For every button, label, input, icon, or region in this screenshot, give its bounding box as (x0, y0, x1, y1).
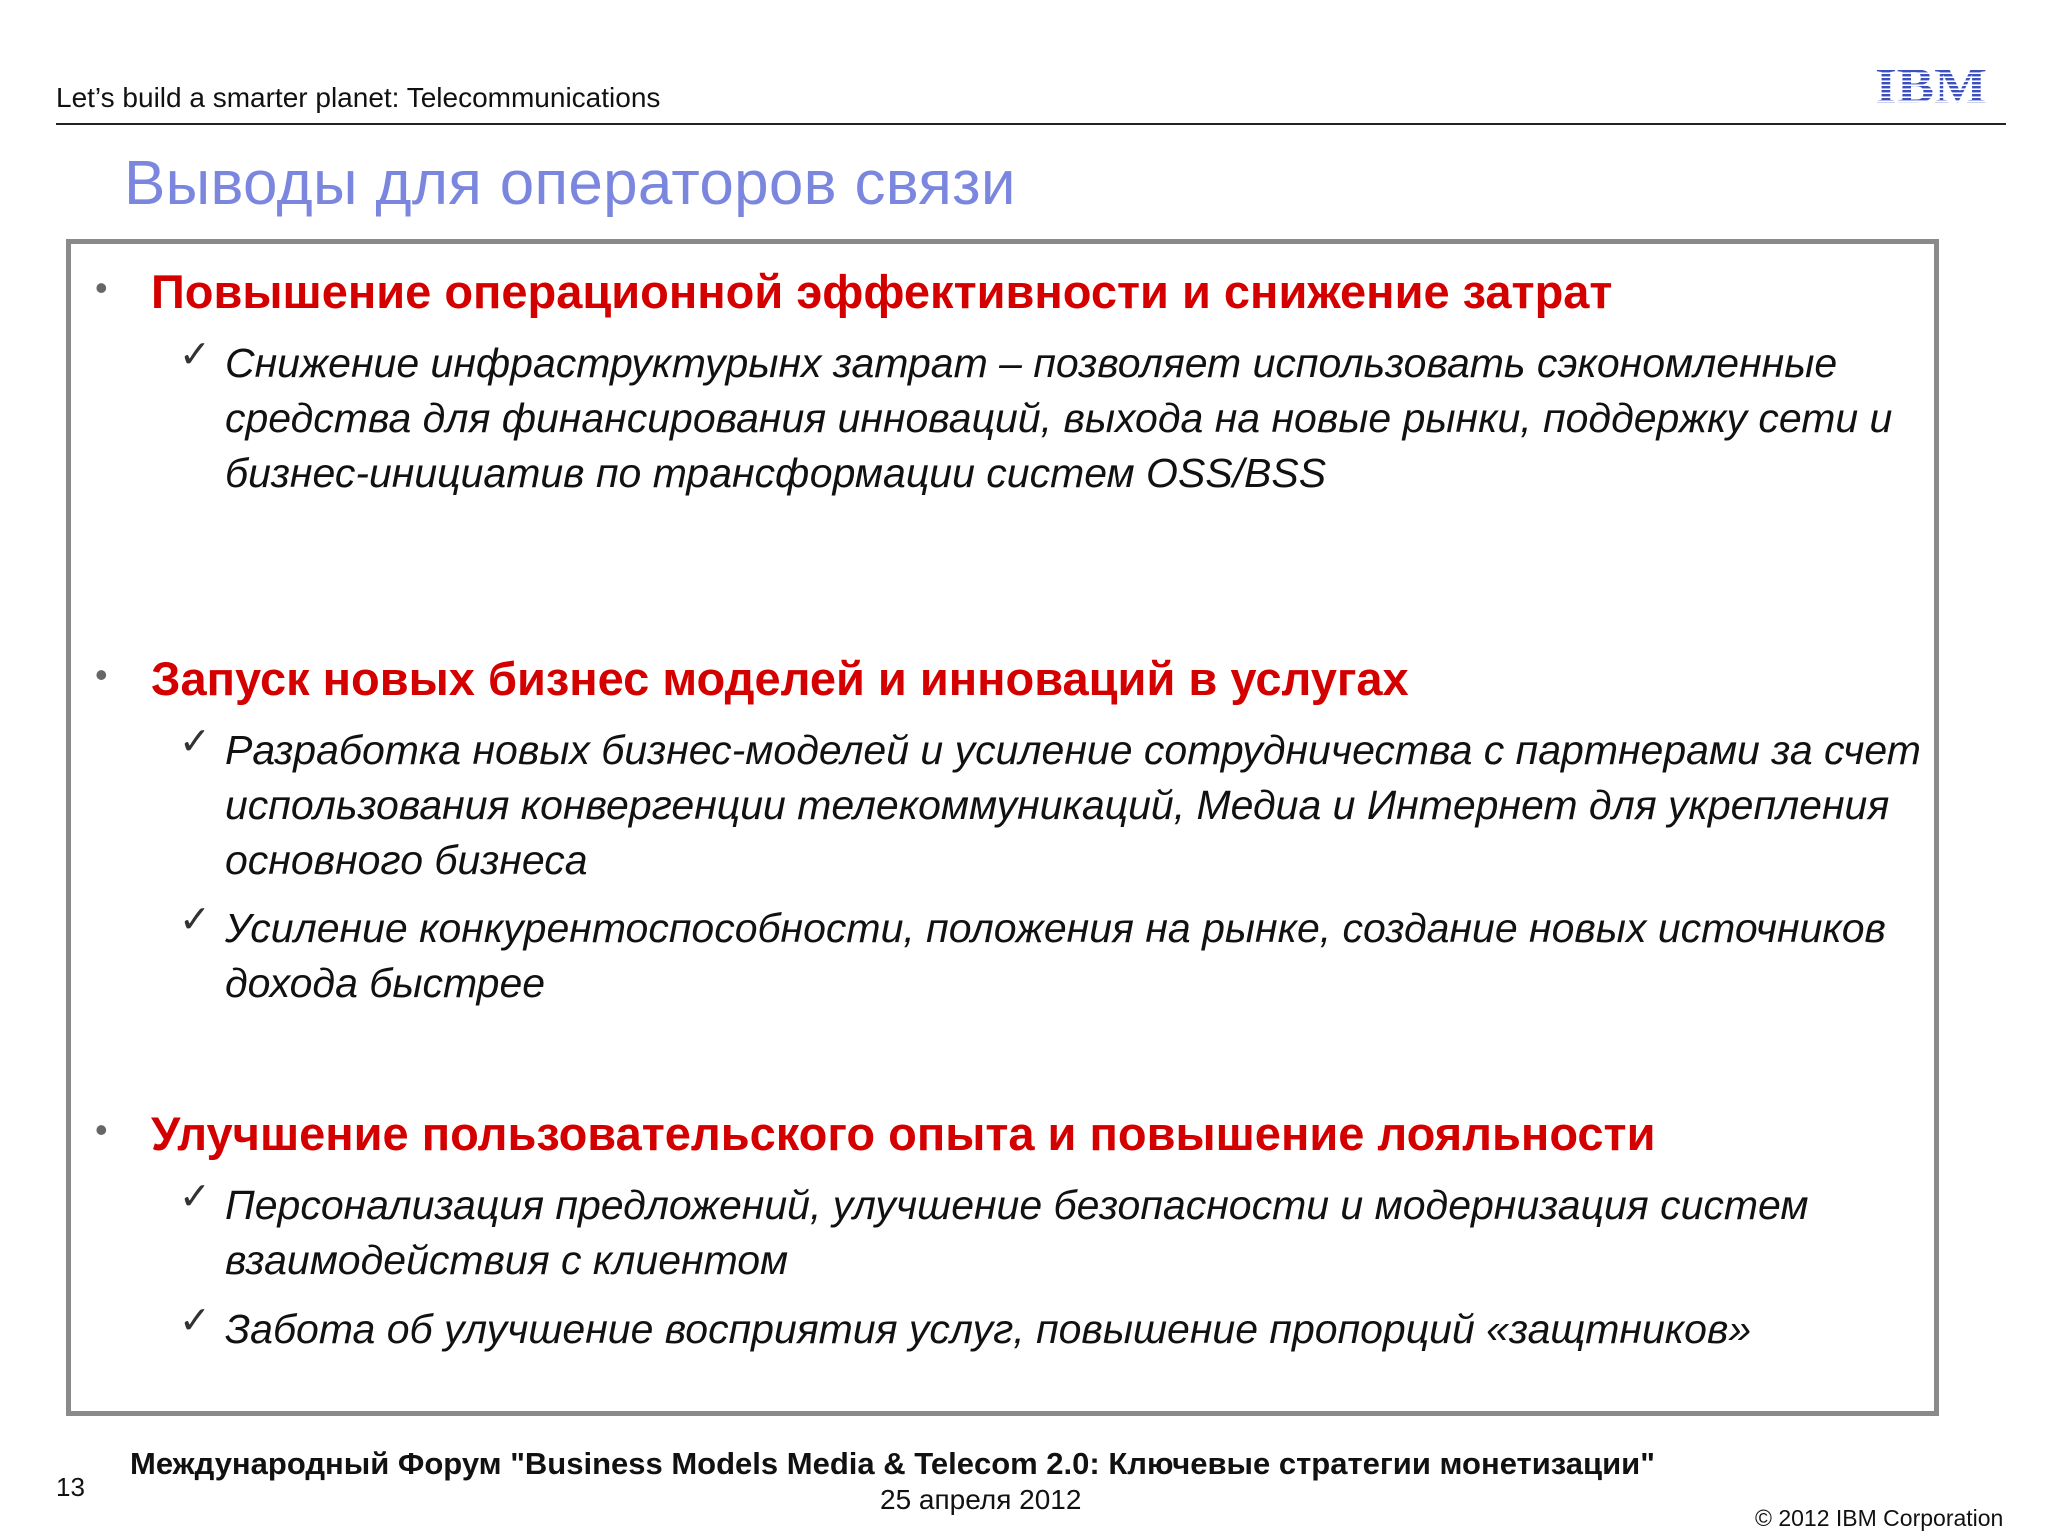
sub-item-text: Персонализация предложений, улучшение безопасности и модернизация систем взаимодействия с клиентом (225, 1182, 1809, 1283)
header-title: Let’s build a smarter planet: Telecommunications (56, 82, 661, 113)
sub-item-text: Забота об улучшение восприятия услуг, повышение пропорций «защтников» (225, 1306, 1752, 1352)
bullet-heading: Повышение операционной эффективности и снижение затрат (151, 265, 1613, 318)
bullet-icon: • (95, 267, 108, 308)
sub-item-text: Усиление конкурентоспособности, положения на рынке, создание новых источников дохода быстрее (225, 905, 1886, 1006)
check-icon: ✓ (179, 1300, 211, 1342)
sub-item-text: Разработка новых бизнес-моделей и усиление сотрудничества с партнерами за счет использования конвергенции телекоммуникаций, Медиа и Интернет для укрепления основного бизнеса (225, 727, 1921, 883)
page-number: 13 (56, 1472, 85, 1502)
content-box (66, 239, 1939, 1416)
svg-text:IBM: IBM (1875, 62, 1987, 106)
footer-date: 25 апреля 2012 (880, 1484, 1082, 1515)
bullet-heading: Улучшение пользовательского опыта и повышение лояльности (151, 1107, 1656, 1160)
footer-copyright: © 2012 IBM Corporation (1755, 1505, 2004, 1531)
footer-forum-title: Международный Форум "Business Models Media & Telecom 2.0: Ключевые стратегии монетизации" (130, 1446, 1655, 1481)
bullet-icon: • (95, 654, 108, 695)
check-icon: ✓ (179, 1176, 211, 1218)
ibm-logo (1875, 62, 1993, 106)
slide-title: Выводы для операторов связи (124, 149, 1016, 218)
header-divider (56, 123, 2006, 125)
check-icon: ✓ (179, 899, 211, 941)
check-icon: ✓ (179, 721, 211, 763)
bullet-heading: Запуск новых бизнес моделей и инноваций в услугах (151, 652, 1409, 705)
bullet-icon: • (95, 1109, 108, 1150)
check-icon: ✓ (179, 334, 211, 376)
sub-item-text: Снижение инфраструктурынх затрат – позволяет использовать сэкономленные средства для финансирования инноваций, выхода на новые рынки, поддержку сети и бизнес-инициатив по трансформации систем OSS/BSS (225, 340, 1893, 496)
